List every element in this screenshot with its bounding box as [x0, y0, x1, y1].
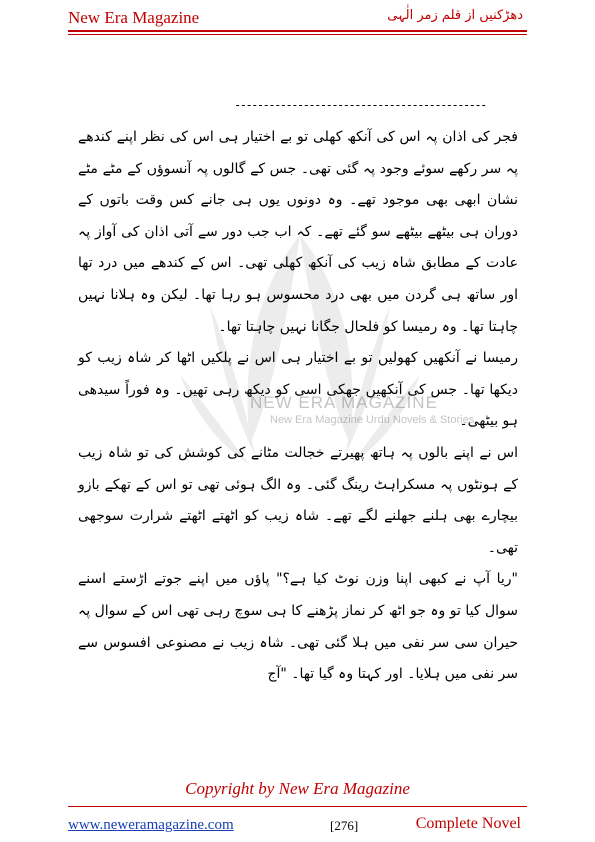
- copyright-notice: Copyright by New Era Magazine: [185, 779, 410, 798]
- novel-title-author: دھڑکنیں از قلم زمر الٰہی: [387, 8, 523, 23]
- watermark-url: New Era Magazine Urdu Novels & Stories: [270, 414, 475, 426]
- paragraph: فجر کی اذان پہ اس کی آنکھ کھلی تو بے اختیار ہی اس کی نظر اپنے کندھے پہ سر رکھے سوئے وجود پہ گئی تھی۔ جس کے گالوں پہ آنسوؤں کے مٹے مٹے نشان ابھی بھی موجود تھے۔ وہ دونوں یوں ہی جانے کس وقت باتوں کے دوران ہی بیٹھے بیٹھے سو گئے تھے۔ کہ اب جب دور سے آتی اذان کی آواز پہ عادت کے مطابق شاہ زیب کی آنکھ کھلی تھی۔ اس کے کندھے میں درد تھا اور ساتھ ہی گردن میں بھی درد محسوس ہو رہا تھا۔ لیکن وہ ہلانا نہیں چاہتا تھا۔ وہ رمیسا کو فلحال جگانا نہیں چاہتا تھا۔: [78, 129, 518, 335]
- paragraph: "ریا آپ نے کبھی اپنا وزن نوٹ کیا ہے؟" پاؤں میں اپنے جوتے اڑستے اسنے سوال کیا تو وہ جو اٹھ کر نماز پڑھنے کا ہی سوچ رہی تھی اس کے سوال پہ حیران سی سر نفی میں ہلا گئی تھی۔ شاہ زیب نے مصنوعی افسوس سے سر نفی میں ہلایا۔ اور کہتا وہ گیا تھا۔ "آج: [78, 571, 518, 683]
- magazine-name: New Era Magazine: [68, 8, 200, 27]
- section-divider: --------------------------------------------: [234, 98, 486, 112]
- watermark-text: NEW ERA MAGAZINE: [250, 393, 438, 412]
- page-number: [276]: [330, 818, 359, 833]
- footer-rule: [68, 806, 527, 807]
- header-rule: [68, 30, 527, 35]
- paragraph: اس نے اپنے بالوں پہ ہاتھ پھیرتے خجالت مٹانے کی کوشش کی تو شاہ زیب کے ہونٹوں پہ مسکراہٹ رینگ گئی۔ وہ الگ ہوئی تھی تو اس کے تھکے بازو بیچارے بھی ہلنے جھلنے لگے تھے۔ شاہ زیب کو اٹھتے اٹھتے شرارت سوجھی تھی۔: [78, 444, 518, 556]
- story-body: [78, 122, 518, 691]
- paragraph: رمیسا نے آنکھیں کھولیں تو بے اختیار ہی اس نے پلکیں اٹھا کر شاہ زیب کو دیکھا تھا۔ جس کی آنکھیں جھکی اسی کو دیکھ رہی تھیں۔ وہ فوراً سیدھی ہو بیٹھی۔: [78, 350, 518, 430]
- page-header: [0, 0, 595, 40]
- website-link[interactable]: www.neweramagazine.com: [68, 817, 234, 833]
- section-label: Complete Novel: [415, 815, 521, 832]
